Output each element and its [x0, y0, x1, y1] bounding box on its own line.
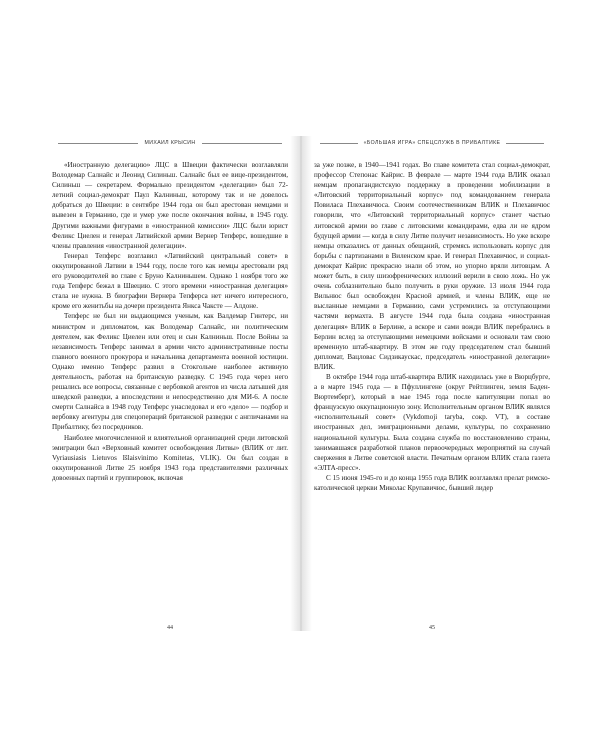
paragraph: С 15 июня 1945-го и до конца 1955 года ВЛИК возглавлял прелат римско-католической церкви Миколас Крупавичюс, бывший лидер — [314, 473, 550, 492]
paragraph: за уже позже, в 1940—1941 годах. Во главе комитета стал социал-демократ, профессор Степонас Кайрис. В феврале — марте 1944 года ВЛИК оказал немцам пропагандистскую поддержку в проведении мобилизации в «Литовский территориальный корпус» под командованием генерала Повиласа Плехавичюса. Своим соотечественникам ВЛИК и Плехавичюс говорили, что «Литовский территориальный корпус» станет частью литовской армии во главе с литовскими командирами, едва ли не ядром будущей армии — когда в силу Литве получит независимость. Но уже вскоре немцы отказались от данных обещаний, стремясь использовать корпус для борьбы с партизанами в Виленском крае. И генерал Плехавичюс, и социал-демократ Кайрис прекрасно знали об этом, но упорно вряли литовцам. А может быть, в силу шизофренических иллюзий верили в свою ложь. Но уж очень соблазнительно было получить в руки оружие. 13 июля 1944 года Вильнюс был освобожден Красной армией, и члены ВЛИК, еще не высланные немцами в Германию, сами устремились за отступающими частями вермахта. В августе 1944 года была создана «иностранная делегация» ВЛИК в Берлине, а вскоре и сами вожди ВЛИК перебрались в Берлин вслед за отступающими немецкими войсками и основали там свою временную штаб-квартиру. В этом же году председателем стал бывший дипломат, Вацловас Сидзикаускас, председатель «иностранной делегации» ВЛИК. — [314, 161, 550, 371]
paragraph: «Иностранную делегацию» ЛЦС в Швеции фактически возглавляли Володемар Салнайс и Леонид Силиньш. Салнайс был ее вице-президентом, Силиньш — секретарем. Формально президентом «делегации» был 72-летний социал-демократ Паул Калниньш, которому так и не довелось добраться до Швеции: в сентябре 1944 года он был арестован немцами и вывезен в Германию, где и умер уже после окончания войны, в 1945 году. Другими важными фигурами в «иностранной комиссии» ЛЦС были юрист Феликс Циелен и генерал Латвийской армии Вернер Тепферс, вошедшие в члены правления «иностранной делегации». — [52, 161, 288, 250]
paragraph: Наиболее многочисленной и влиятельной организацией среди литовской эмиграции был «Верховный комитет освобождения Литвы» (ВЛИК от лит. Vyriausiasis Lietuvos Išlaisvinimo Komitetas, VLIK). Он был создан в оккупированной Литве 25 ноября 1943 года представителями различных довоенных партий и группировок, включая — [52, 433, 288, 482]
running-head-rule — [506, 143, 544, 144]
running-head-title: «БОЛЬШАЯ ИГРА» СПЕЦСЛУЖБ В ПРИБАЛТИКЕ — [363, 140, 501, 146]
page-number-left: 44 — [167, 625, 173, 631]
running-head-author: МИХАИЛ КРЫСИН — [144, 140, 196, 146]
book-spread — [52, 136, 550, 631]
paragraph: В октябре 1944 года штаб-квартира ВЛИК находилась уже в Вюрцбурге, а в марте 1945 года — в Пфуллингене (округ Рейтлинген, земля Баден-Вюртемберг), который в мае 1945 года после капитуляции попал во французскую оккупационную зону. Исполнительным органом ВЛИК являлся «исполнительный совет» (Vykdomoji taryba, сокр. VT), в составе иностранных дел, эмиграционными делами, культуры, по сохранению национальной культуры. Была создана служба по восстановлению страны, занимавшаяся разработкой планов первоочередных мероприятий на случай свержения в Литве советской власти. Печатным органом ВЛИК стала газета «ЭЛТА-пресс». — [314, 372, 550, 472]
running-head-rule — [202, 143, 282, 144]
left-page-body — [52, 160, 288, 483]
right-page-body — [314, 160, 550, 493]
left-page — [52, 136, 288, 631]
book-gutter — [290, 136, 312, 631]
running-head-rule — [320, 143, 358, 144]
running-head-rule — [58, 143, 138, 144]
paragraph: Генерал Тепферс возглавил «Латвийский центральный совет» в оккупированной Латвии в 1944 году, после того как немцы арестовали ряд его руководителей во главе с Бруно Калниньшем. Однако 1 ноября того же года Тепферс бежал в Швецию. С этого времени «иностранная делегация» стала не нужна. В биографии Вернера Тепферса нет ничего интересного, кроме его женитьбы на дочери президента Янкса Чаксте — Алдоне. — [52, 251, 288, 311]
right-page — [314, 136, 550, 631]
paragraph: Тепферс не был ни выдающимся ученым, как Валдемар Гинтерс, ни министром и дипломатом, как Володемар Салнайс, ни политическим деятелем, как Феликс Циелен или отец и сын Калниньш. После Войны за независимость Тепферс занимал в армии чисто административные посты главного военного прокурора и начальника департамента военной юстиции. Однако именно Тепферс развил в Стокгольме наиболее активную деятельность, работая на британскую разведку. С 1945 года через него решались все вопросы, связанные с вербовкой агентов из числа латышей для шведской разведки, а впоследствии и непосредственно для МИ-6. А после смерти Салнайса в 1948 году Тепферс унаследовал и его «дело» — подбор и вербовку агентуры для спецопераций британской разведки с англичанами на Прибалтику, без посредников. — [52, 312, 288, 432]
running-head-left — [52, 136, 288, 150]
page-number-right: 45 — [429, 625, 435, 631]
running-head-right — [314, 136, 550, 150]
